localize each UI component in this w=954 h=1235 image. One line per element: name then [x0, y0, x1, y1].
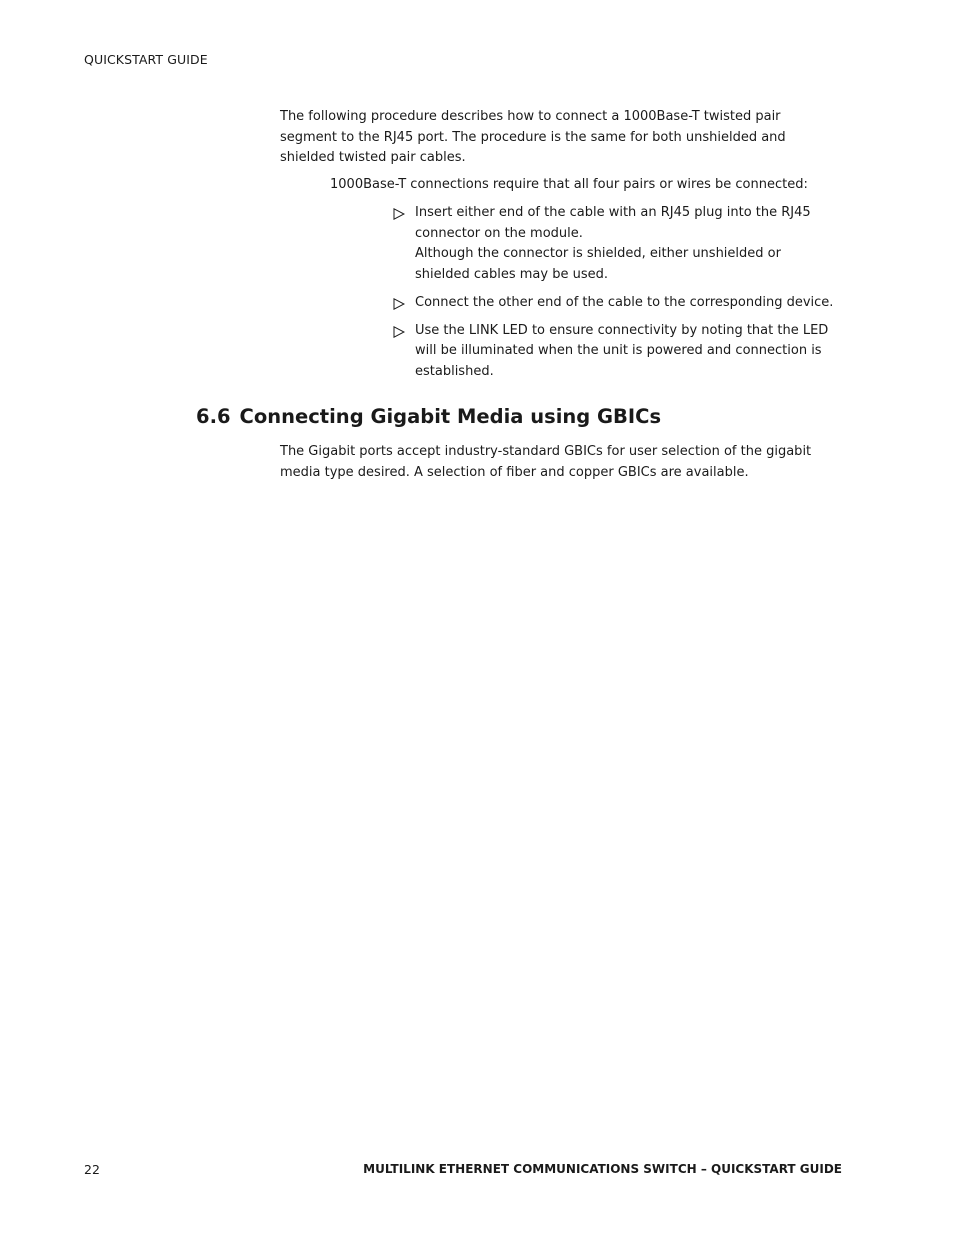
- step-text: Connect the other end of the cable to the corresponding device.: [415, 294, 834, 310]
- running-header: QUICKSTART GUIDE: [84, 52, 208, 67]
- section-heading: [196, 405, 661, 428]
- intro-paragraph: The following procedure describes how to connect a 1000Base-T twisted pair segment to the RJ45 port. The procedure is the same for both unshielded and shielded twisted pair cables.: [280, 109, 786, 165]
- procedure-step-3: [393, 321, 838, 383]
- footer-document-title: MULTILINK ETHERNET COMMUNICATIONS SWITCH – QUICKSTART GUIDE: [363, 1162, 842, 1176]
- procedure-step-1: [393, 203, 838, 285]
- section-number: 6.6: [196, 405, 231, 428]
- step-text: Insert either end of the cable with an RJ45 plug into the RJ45 connector on the module.: [415, 205, 811, 241]
- procedure-steps: [393, 203, 838, 390]
- section-title: Connecting Gigabit Media using GBICs: [239, 405, 662, 428]
- step-note: Although the connector is shielded, either unshielded or shielded cables may be used.: [415, 246, 781, 282]
- triangle-right-outline-icon: [393, 208, 405, 220]
- triangle-right-outline-icon: [393, 326, 405, 338]
- procedure-step-2: [393, 293, 838, 314]
- triangle-right-outline-icon: [393, 298, 405, 310]
- section-paragraph: The Gigabit ports accept industry-standard GBICs for user selection of the gigabit media type desired. A selection of fiber and copper GBICs are available.: [280, 444, 812, 480]
- page-number: 22: [84, 1162, 100, 1177]
- procedure-lead-in: 1000Base-T connections require that all four pairs or wires be connected:: [330, 177, 808, 192]
- step-text: Use the LINK LED to ensure connectivity by noting that the LED will be illuminated when the unit is powered and connection is established.: [415, 322, 829, 379]
